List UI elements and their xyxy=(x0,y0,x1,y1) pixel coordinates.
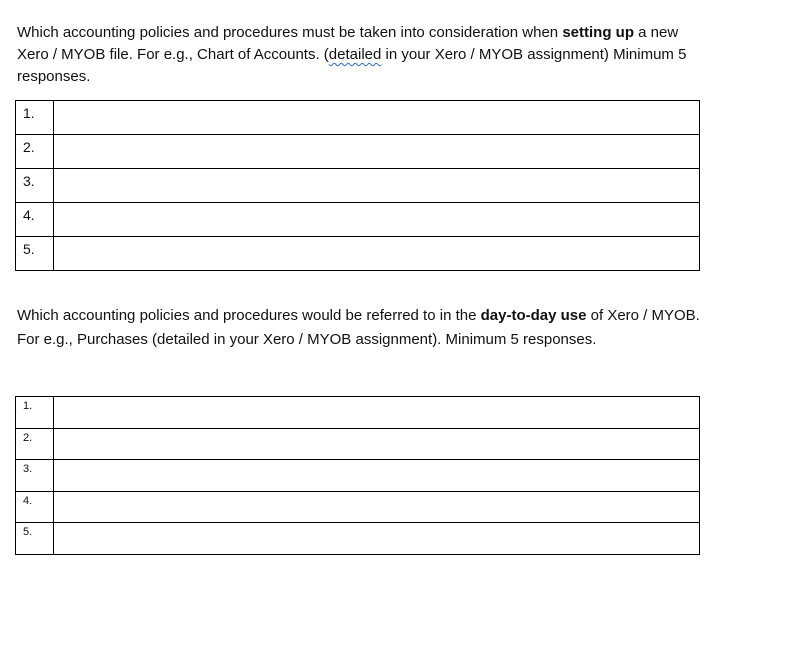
question-1 xyxy=(17,22,707,88)
question-1-text-c: in your Xero / MYOB assignment) Minimum 5 responses. xyxy=(17,46,687,85)
question-2 xyxy=(17,304,707,352)
question-2-text-b: of Xero / MYOB. For e.g., Purchases (detailed in your Xero / MYOB assignment). Minimum 5 responses. xyxy=(17,307,700,348)
question-1-text-b: a new Xero / MYOB file. For e.g., Chart of Accounts. ( xyxy=(17,24,679,63)
row-number: 3. xyxy=(16,169,54,203)
table-row xyxy=(16,523,700,555)
table-row xyxy=(16,428,700,460)
answer-table-2 xyxy=(15,396,700,555)
question-1-text-a: Which accounting policies and procedures must be taken into consideration when xyxy=(17,24,563,41)
row-number: 5. xyxy=(16,237,54,271)
answer-cell[interactable] xyxy=(54,491,700,523)
answer-cell[interactable] xyxy=(54,397,700,429)
question-2-text-a: Which accounting policies and procedures would be referred to in the xyxy=(17,307,481,324)
answer-cell[interactable] xyxy=(54,135,700,169)
answer-cell[interactable] xyxy=(54,203,700,237)
answer-cell[interactable] xyxy=(54,523,700,555)
row-number: 4. xyxy=(16,491,54,523)
answer-cell[interactable] xyxy=(54,169,700,203)
question-2-bold: day-to-day use xyxy=(480,307,587,324)
table-row xyxy=(16,135,700,169)
table-row xyxy=(16,101,700,135)
spellcheck-flagged-word[interactable]: detailed xyxy=(328,46,382,63)
answer-cell[interactable] xyxy=(54,460,700,492)
row-number: 2. xyxy=(16,428,54,460)
table-row xyxy=(16,460,700,492)
table-row xyxy=(16,203,700,237)
table-row xyxy=(16,169,700,203)
table-row xyxy=(16,491,700,523)
row-number: 3. xyxy=(16,460,54,492)
row-number: 4. xyxy=(16,203,54,237)
answer-cell[interactable] xyxy=(54,237,700,271)
question-1-bold: setting up xyxy=(562,24,634,41)
row-number: 1. xyxy=(16,397,54,429)
answer-cell[interactable] xyxy=(54,101,700,135)
table-row xyxy=(16,397,700,429)
row-number: 5. xyxy=(16,523,54,555)
row-number: 2. xyxy=(16,135,54,169)
table-row xyxy=(16,237,700,271)
answer-table-1 xyxy=(15,100,700,271)
answer-cell[interactable] xyxy=(54,428,700,460)
row-number: 1. xyxy=(16,101,54,135)
